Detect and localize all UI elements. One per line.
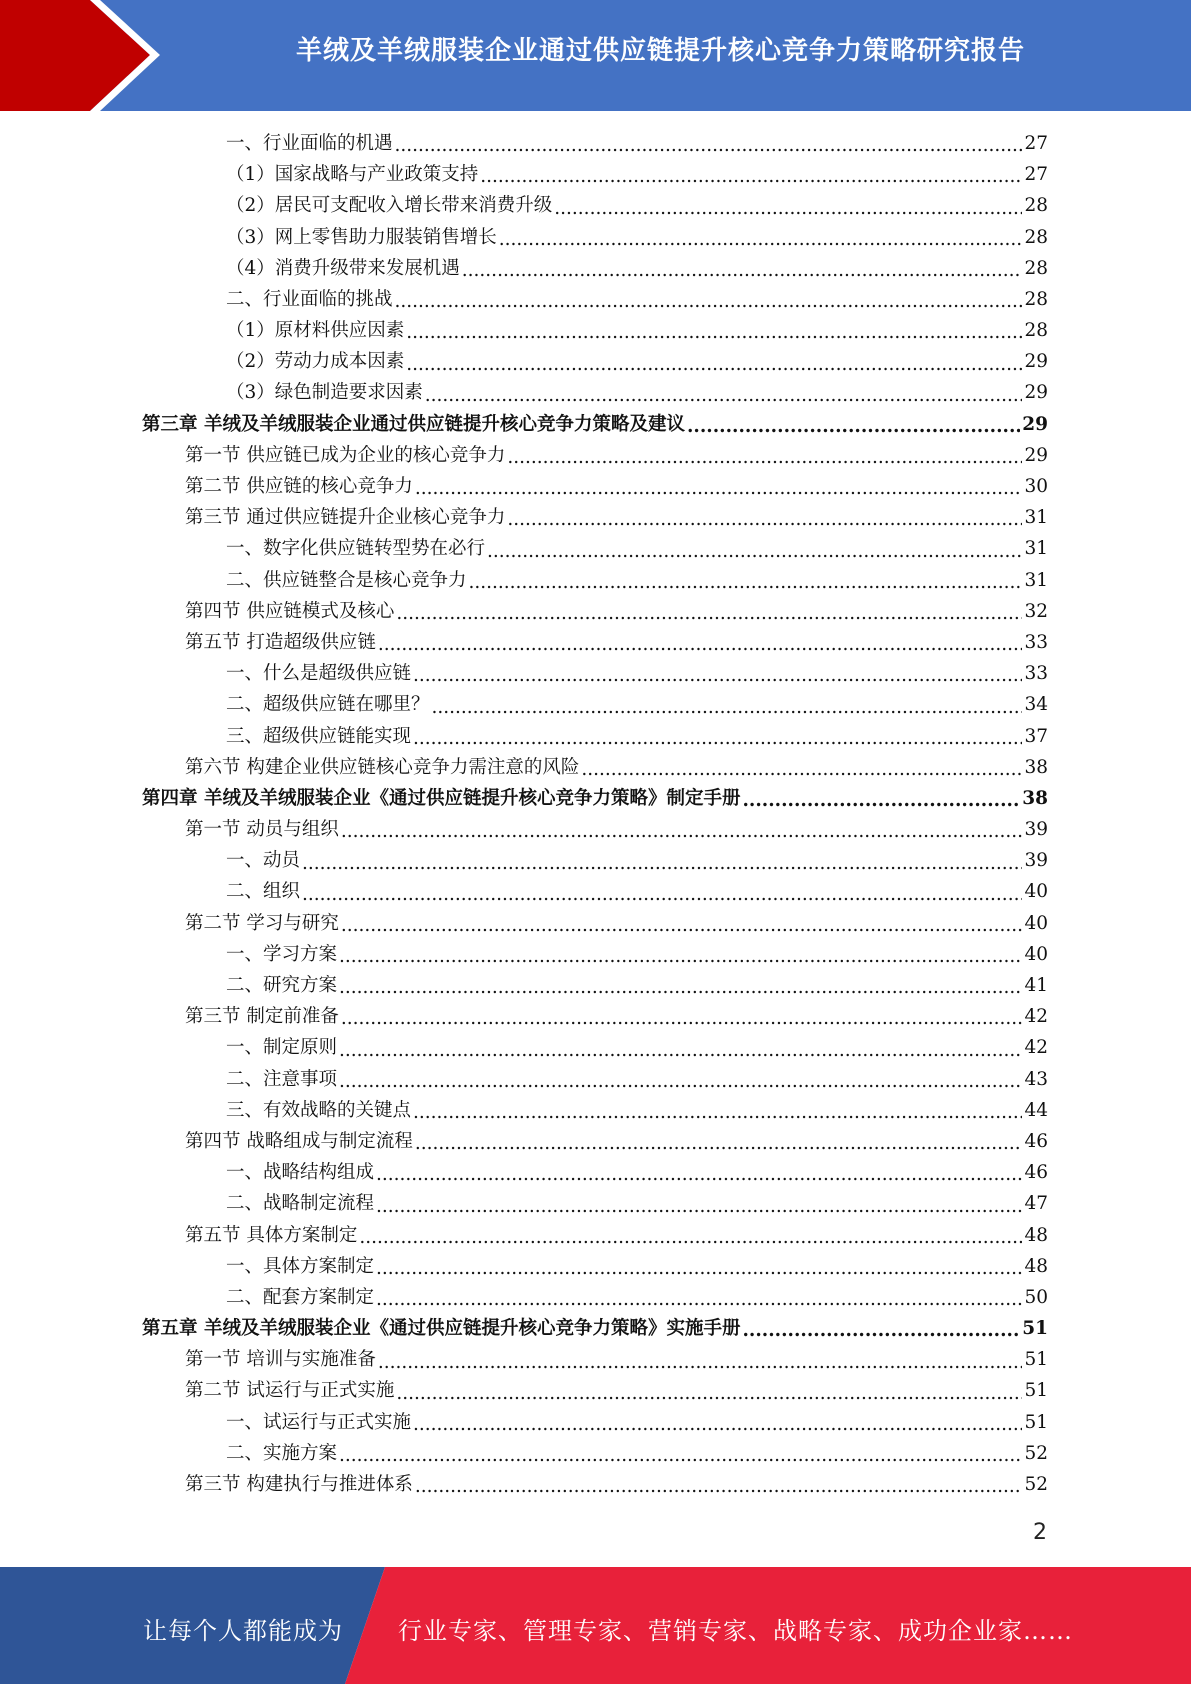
page-header: [0, 0, 1191, 111]
toc-entry-title: 第一节 动员与组织: [185, 819, 339, 841]
table-of-contents: [142, 128, 1048, 1500]
toc-entry-page: 43: [1024, 1068, 1048, 1090]
toc-entry-title: 第三章 羊绒及羊绒服装企业通过供应链提升核心竞争力策略及建议: [142, 413, 685, 435]
toc-entry[interactable]: [142, 721, 1048, 752]
footer-slogan-right: 行业专家、管理专家、营销专家、战略专家、成功企业家……: [398, 1617, 1073, 1645]
toc-entry-title: 二、配套方案制定: [226, 1286, 375, 1308]
toc-entry-title: 第六节 构建企业供应链核心竞争力需注意的风险: [185, 756, 580, 778]
toc-dot-leader: [395, 289, 1023, 315]
toc-entry[interactable]: [142, 440, 1048, 471]
toc-entry-page: 28: [1024, 288, 1048, 310]
toc-entry[interactable]: [142, 627, 1048, 658]
toc-entry[interactable]: [142, 533, 1048, 564]
toc-entry[interactable]: [142, 1251, 1048, 1282]
toc-entry-title: 二、超级供应链在哪里？: [226, 694, 430, 716]
toc-entry-title: 第三节 制定前准备: [185, 1006, 339, 1028]
toc-entry-title: （2）居民可支配收入增长带来消费升级: [226, 195, 553, 217]
toc-entry-title: 一、学习方案: [226, 943, 338, 965]
toc-entry-title: （3）网上零售助力服装销售增长: [226, 226, 497, 248]
toc-dot-leader: [432, 695, 1023, 721]
toc-dot-leader: [462, 258, 1023, 284]
toc-entry[interactable]: [142, 908, 1048, 939]
toc-entry-title: 一、行业面临的机遇: [226, 132, 393, 154]
toc-entry-page: 48: [1024, 1224, 1048, 1246]
toc-entry[interactable]: [142, 378, 1048, 409]
toc-dot-leader: [339, 1443, 1022, 1469]
toc-entry-title: 一、数字化供应链转型势在必行: [226, 538, 486, 560]
toc-dot-leader: [469, 570, 1023, 596]
toc-entry-page: 33: [1024, 663, 1048, 685]
toc-dot-leader: [413, 1412, 1022, 1438]
toc-entry-title: 第二节 供应链的核心竞争力: [185, 476, 413, 498]
toc-entry-page: 31: [1024, 569, 1048, 591]
toc-dot-leader: [480, 164, 1022, 190]
toc-dot-leader: [742, 1318, 1020, 1344]
toc-entry[interactable]: [142, 159, 1048, 190]
toc-entry[interactable]: [142, 1376, 1048, 1407]
toc-entry[interactable]: [142, 939, 1048, 970]
toc-entry[interactable]: [142, 752, 1048, 783]
toc-entry-title: 一、什么是超级供应链: [226, 663, 412, 685]
toc-entry[interactable]: [142, 814, 1048, 845]
toc-entry[interactable]: [142, 1438, 1048, 1469]
toc-entry[interactable]: [142, 1282, 1048, 1313]
toc-entry-page: 39: [1024, 819, 1048, 841]
toc-entry[interactable]: [142, 471, 1048, 502]
toc-entry-page: 51: [1024, 1380, 1048, 1402]
toc-dot-leader: [376, 1287, 1022, 1313]
toc-entry-page: 40: [1024, 881, 1048, 903]
toc-entry-page: 31: [1024, 538, 1048, 560]
toc-entry-page: 29: [1022, 413, 1048, 435]
toc-entry[interactable]: [142, 970, 1048, 1001]
toc-entry-title: 二、研究方案: [226, 975, 338, 997]
toc-dot-leader: [376, 1256, 1022, 1282]
toc-entry-title: 第四节 战略组成与制定流程: [185, 1130, 413, 1152]
toc-dot-leader: [406, 320, 1022, 346]
toc-entry-title: 二、注意事项: [226, 1068, 338, 1090]
toc-entry-title: 一、具体方案制定: [226, 1255, 375, 1277]
toc-entry-title: 二、供应链整合是核心竞争力: [226, 569, 467, 591]
toc-entry-title: 一、试运行与正式实施: [226, 1411, 412, 1433]
toc-dot-leader: [376, 1162, 1022, 1188]
toc-entry-page: 28: [1024, 320, 1048, 342]
page-number: 2: [1033, 1520, 1047, 1545]
toc-entry[interactable]: [142, 689, 1048, 720]
toc-entry-title: 第二节 试运行与正式实施: [185, 1380, 395, 1402]
toc-entry[interactable]: [142, 783, 1048, 814]
toc-entry-title: 一、战略结构组成: [226, 1162, 375, 1184]
toc-dot-leader: [339, 1069, 1022, 1095]
toc-entry-title: 一、动员: [226, 850, 301, 872]
toc-dot-leader: [415, 1474, 1023, 1500]
toc-dot-leader: [396, 601, 1022, 627]
toc-entry-title: （1）原材料供应因素: [226, 320, 405, 342]
page-footer: [0, 1567, 1191, 1684]
toc-dot-leader: [341, 913, 1023, 939]
toc-entry-page: 29: [1024, 444, 1048, 466]
toc-dot-leader: [507, 507, 1022, 533]
toc-entry[interactable]: [142, 409, 1048, 440]
toc-entry-page: 42: [1024, 1006, 1048, 1028]
toc-entry-page: 48: [1024, 1255, 1048, 1277]
toc-entry-title: （3）绿色制造要求因素: [226, 382, 423, 404]
toc-entry-title: 第三节 通过供应链提升企业核心竞争力: [185, 507, 506, 529]
toc-entry-page: 28: [1024, 257, 1048, 279]
toc-entry[interactable]: [142, 315, 1048, 346]
toc-entry-title: 二、行业面临的挑战: [226, 288, 393, 310]
toc-entry[interactable]: [142, 253, 1048, 284]
toc-dot-leader: [341, 1006, 1023, 1032]
toc-dot-leader: [507, 445, 1022, 471]
header-title: 羊绒及羊绒服装企业通过供应链提升核心竞争力策略研究报告: [295, 36, 1025, 66]
toc-entry[interactable]: [142, 1126, 1048, 1157]
toc-dot-leader: [395, 133, 1023, 159]
toc-entry-page: 41: [1024, 975, 1048, 997]
toc-entry[interactable]: [142, 1407, 1048, 1438]
toc-entry-title: 第四章 羊绒及羊绒服装企业《通过供应链提升核心竞争力策略》制定手册: [142, 787, 741, 809]
toc-entry[interactable]: [142, 565, 1048, 596]
toc-entry-page: 29: [1024, 382, 1048, 404]
toc-entry-page: 42: [1024, 1037, 1048, 1059]
toc-entry-title: （4）消费升级带来发展机遇: [226, 257, 460, 279]
toc-entry[interactable]: [142, 845, 1048, 876]
toc-entry-page: 29: [1024, 351, 1048, 373]
toc-dot-leader: [413, 1100, 1022, 1126]
toc-dot-leader: [376, 1194, 1022, 1220]
toc-dot-leader: [339, 1038, 1022, 1064]
footer-slogan-left: 让每个人都能成为: [143, 1617, 343, 1645]
toc-entry-title: 三、超级供应链能实现: [226, 725, 412, 747]
toc-entry-page: 28: [1024, 226, 1048, 248]
toc-entry[interactable]: [142, 1344, 1048, 1375]
toc-entry-page: 33: [1024, 631, 1048, 653]
toc-entry-title: （1）国家战略与产业政策支持: [226, 164, 479, 186]
toc-dot-leader: [581, 757, 1022, 783]
toc-entry-title: 第一节 培训与实施准备: [185, 1349, 376, 1371]
toc-entry-page: 27: [1024, 132, 1048, 154]
toc-entry[interactable]: [142, 1001, 1048, 1032]
toc-dot-leader: [302, 882, 1022, 908]
toc-entry-page: 52: [1024, 1474, 1048, 1496]
toc-entry-title: 二、实施方案: [226, 1442, 338, 1464]
toc-entry-title: 二、战略制定流程: [226, 1193, 375, 1215]
toc-entry-page: 34: [1024, 694, 1048, 716]
toc-entry[interactable]: [142, 1220, 1048, 1251]
toc-dot-leader: [359, 1225, 1022, 1251]
toc-entry-title: 第三节 构建执行与推进体系: [185, 1474, 413, 1496]
toc-entry[interactable]: [142, 658, 1048, 689]
toc-dot-leader: [378, 632, 1023, 658]
toc-entry[interactable]: [142, 1469, 1048, 1500]
toc-dot-leader: [413, 663, 1022, 689]
toc-dot-leader: [499, 227, 1023, 253]
toc-dot-leader: [425, 383, 1023, 409]
toc-entry-page: 44: [1024, 1099, 1048, 1121]
toc-entry-title: 第五章 羊绒及羊绒服装企业《通过供应链提升核心竞争力策略》实施手册: [142, 1318, 741, 1340]
toc-dot-leader: [396, 1381, 1022, 1407]
toc-entry-page: 47: [1024, 1193, 1048, 1215]
toc-entry[interactable]: [142, 1157, 1048, 1188]
toc-entry[interactable]: [142, 190, 1048, 221]
toc-entry[interactable]: [142, 1032, 1048, 1063]
toc-entry-page: 51: [1024, 1411, 1048, 1433]
toc-entry[interactable]: [142, 128, 1048, 159]
toc-entry-page: 51: [1022, 1318, 1048, 1340]
toc-entry-page: 46: [1024, 1130, 1048, 1152]
toc-entry-page: 30: [1024, 476, 1048, 498]
toc-entry[interactable]: [142, 1188, 1048, 1219]
toc-dot-leader: [415, 1131, 1023, 1157]
toc-entry-page: 27: [1024, 164, 1048, 186]
toc-dot-leader: [339, 975, 1022, 1001]
toc-entry-title: 第四节 供应链模式及核心: [185, 600, 395, 622]
toc-entry[interactable]: [142, 1095, 1048, 1126]
toc-entry-page: 51: [1024, 1349, 1048, 1371]
toc-entry-page: 40: [1024, 943, 1048, 965]
toc-dot-leader: [415, 476, 1023, 502]
toc-entry[interactable]: [142, 284, 1048, 315]
toc-dot-leader: [341, 819, 1023, 845]
toc-entry-page: 50: [1024, 1286, 1048, 1308]
toc-dot-leader: [406, 352, 1022, 378]
toc-entry[interactable]: [142, 1064, 1048, 1095]
toc-entry-title: 第五节 具体方案制定: [185, 1224, 358, 1246]
toc-entry-page: 52: [1024, 1442, 1048, 1464]
toc-entry-title: 第二节 学习与研究: [185, 912, 339, 934]
toc-entry[interactable]: [142, 222, 1048, 253]
toc-dot-leader: [687, 414, 1020, 440]
toc-dot-leader: [413, 726, 1022, 752]
toc-entry-page: 39: [1024, 850, 1048, 872]
toc-entry[interactable]: [142, 877, 1048, 908]
toc-dot-leader: [339, 944, 1022, 970]
toc-entry-page: 31: [1024, 507, 1048, 529]
toc-entry-page: 40: [1024, 912, 1048, 934]
toc-entry[interactable]: [142, 502, 1048, 533]
toc-entry-page: 28: [1024, 195, 1048, 217]
toc-entry-page: 46: [1024, 1162, 1048, 1184]
toc-dot-leader: [487, 539, 1022, 565]
toc-entry-page: 38: [1022, 787, 1048, 809]
toc-dot-leader: [554, 196, 1022, 222]
toc-entry-title: 二、组织: [226, 881, 301, 903]
toc-entry-title: 第五节 打造超级供应链: [185, 631, 376, 653]
toc-entry-title: 三、有效战略的关键点: [226, 1099, 412, 1121]
toc-dot-leader: [302, 851, 1022, 877]
toc-entry[interactable]: [142, 596, 1048, 627]
toc-entry-title: （2）劳动力成本因素: [226, 351, 405, 373]
toc-entry-page: 38: [1024, 756, 1048, 778]
toc-entry-title: 一、制定原则: [226, 1037, 338, 1059]
toc-dot-leader: [378, 1350, 1023, 1376]
toc-entry-page: 37: [1024, 725, 1048, 747]
toc-entry-page: 32: [1024, 600, 1048, 622]
toc-entry-title: 第一节 供应链已成为企业的核心竞争力: [185, 444, 506, 466]
toc-entry[interactable]: [142, 1313, 1048, 1344]
toc-dot-leader: [742, 788, 1020, 814]
toc-entry[interactable]: [142, 346, 1048, 377]
